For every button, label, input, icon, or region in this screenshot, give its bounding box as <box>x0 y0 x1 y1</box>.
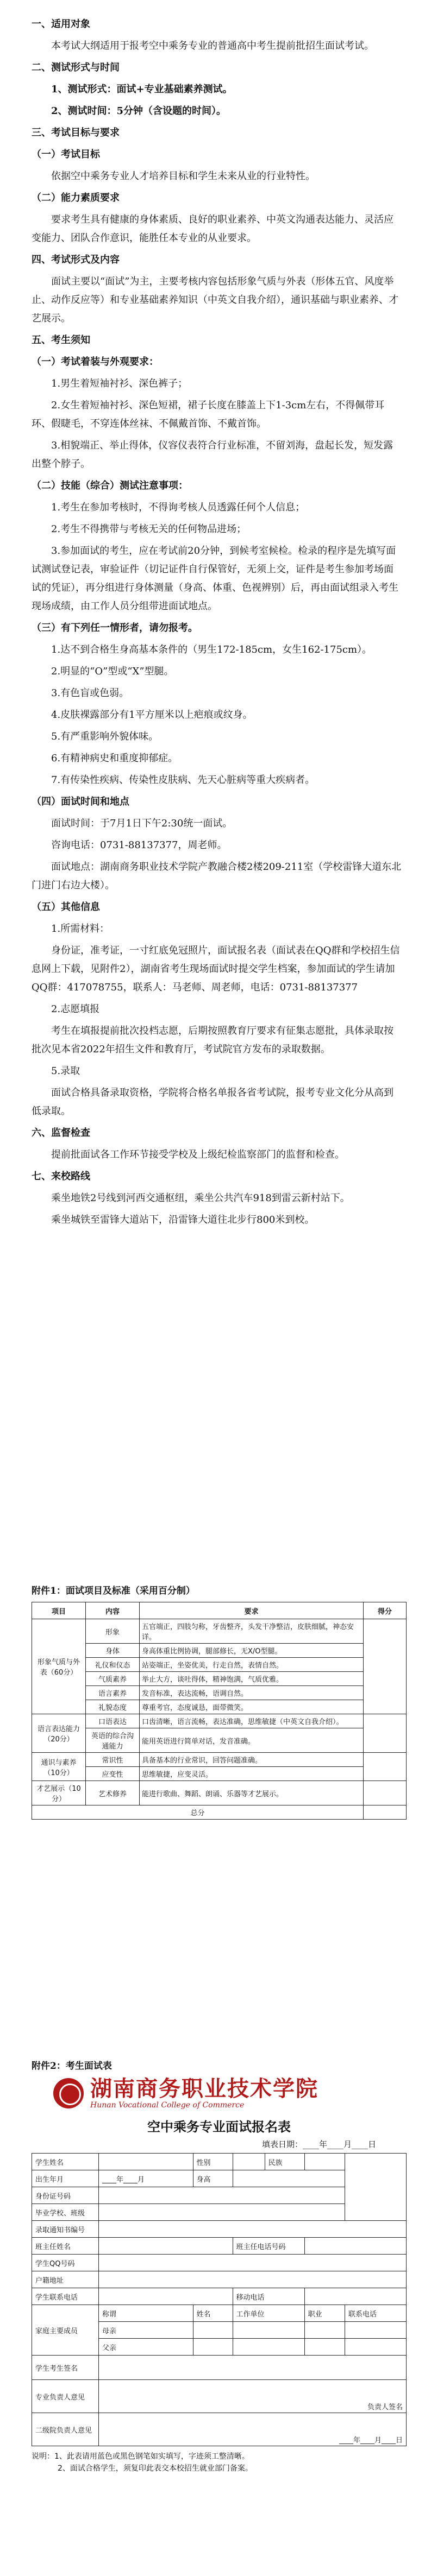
list-item: 2、测试时间：5分钟（含设题的时间）。 <box>51 105 227 117</box>
table-header: 项目 <box>32 1602 86 1619</box>
table-row <box>32 1686 407 1700</box>
paragraph: 3.相貌端正、举止得体，仪容仪表符合行业标准，不留刘海，盘起长发，短发露出整个脖子。 <box>32 440 393 470</box>
field-label: 联系电话 <box>345 2305 407 2322</box>
table-cell: 礼貌态度 <box>86 1700 140 1714</box>
section-title: 二、测试形式与时间 <box>32 62 120 73</box>
field-label: 班主任姓名 <box>32 2238 99 2255</box>
table-cell: 艺术修养 <box>86 1781 140 1805</box>
paragraph: 要求考生具有健康的身体素质、良好的职业素养、中英文沟通表达能力、灵活应变能力、团队合作意识，能胜任本专业的从业要求。 <box>32 214 393 244</box>
appendix-2 <box>32 2058 407 2474</box>
subsection-title: （二）能力素质要求 <box>32 192 120 204</box>
list-item: 1、测试形式：面试+专业基础素养测试。 <box>51 84 233 95</box>
section-title: 四、考试形式及内容 <box>32 254 120 266</box>
field-label: 专业负责人意见 <box>32 2380 99 2413</box>
student-sign-field[interactable] <box>99 2356 407 2380</box>
field-label: 移动电话 <box>233 2288 304 2305</box>
school-emblem-icon <box>53 2078 84 2108</box>
section-title: 一、适用对象 <box>32 18 90 30</box>
paragraph: 咨询电话：0731-88137377，周老师。 <box>51 839 227 851</box>
field-label: 工作单位 <box>233 2305 304 2322</box>
subsection-title: （一）考试目标 <box>32 149 100 160</box>
signature-label: 负责人签名 <box>367 2403 403 2411</box>
phone-field[interactable] <box>99 2288 233 2305</box>
subsection-title: （二）技能（综合）测试注意事项： <box>32 480 188 491</box>
mother-role-field[interactable] <box>304 2322 345 2339</box>
field-label: 户籍地址 <box>32 2271 99 2288</box>
field-label: 录取通知书编号 <box>32 2221 99 2238</box>
table-cell: 发音标准，表达流畅，语调自然。 <box>140 1686 364 1700</box>
paragraph: 3.有色盲或色弱。 <box>51 687 129 699</box>
section-title: 七、来校路线 <box>32 1171 90 1182</box>
score-table <box>32 1602 407 1820</box>
field-label: 母亲 <box>99 2322 193 2339</box>
table-cell: 尊重考官，态度诚恳，面带微笑。 <box>140 1700 364 1714</box>
ethnicity-field[interactable] <box>304 2154 345 2170</box>
paragraph: 乘坐地铁2号线到河西交通枢纽，乘坐公共汽车918到雷云新村站下。 <box>51 1192 350 1204</box>
paragraph: 面试地点：湖南商务职业技术学院产教融合楼2楼209-211室（学校雷锋大道东北门进门右边大楼）。 <box>32 861 402 891</box>
id-field[interactable] <box>99 2187 345 2204</box>
table-cell: 举止大方，谈吐得体，精神饱满，气质优雅。 <box>140 1672 364 1686</box>
appendix-1-title: 附件1：面试项目及标准（采用百分制） <box>32 1586 195 1596</box>
paragraph: 2.考生不得携带与考核无关的任何物品进场； <box>51 523 247 535</box>
table-header: 内容 <box>86 1602 140 1619</box>
score-cell[interactable] <box>364 1781 407 1805</box>
table-cell: 形象气质与外表（60分） <box>32 1619 86 1714</box>
form-date: 填表日期：____年____月____日 <box>261 2139 376 2149</box>
address-field[interactable] <box>99 2271 407 2288</box>
table-row <box>32 1767 407 1781</box>
father-role-field[interactable] <box>304 2339 345 2356</box>
section-title: 五、考生须知 <box>32 334 90 346</box>
paragraph: 1.所需材料： <box>51 923 110 935</box>
table-row <box>32 1672 407 1686</box>
table-cell: 口齿清晰，语言流畅，表达准确，思维敏捷（中英文自我介绍）。 <box>140 1714 364 1728</box>
paragraph: 2.明显的“O”型或“X”型腿。 <box>51 666 174 677</box>
gender-field[interactable] <box>233 2154 265 2170</box>
table-row <box>32 1714 407 1728</box>
birth-field[interactable]: ____年____月 <box>99 2170 193 2187</box>
table-cell: 才艺展示（10分） <box>32 1781 86 1805</box>
father-work-field[interactable] <box>233 2339 304 2356</box>
opinion-field[interactable] <box>99 2380 407 2413</box>
table-cell: 通识与素养（10分） <box>32 1753 86 1781</box>
form-title: 空中乘务专业面试报名表 <box>147 2119 291 2135</box>
paragraph: 提前批面试各工作环节接受学校及上级纪检监察部门的监督和检查。 <box>51 1149 345 1160</box>
table-cell: 具备基本的行业常识，回答问题准确。 <box>140 1753 364 1767</box>
field-label: 称谓 <box>99 2305 193 2322</box>
subsection-title: （一）考试着装与外观要求： <box>32 356 159 368</box>
paragraph: 4.皮肤裸露部分有1平方厘米以上疤痕或纹身。 <box>51 709 253 721</box>
total-label: 总分 <box>32 1805 364 1820</box>
paragraph: 身份证，准考证，一寸红底免冠照片，面试报名表（面试表在QQ群和学校招生信息网上下载，见附件2），湖南省考生现场面试时提交学生档案，参加面试的学生请加QQ群：417078755，联系人：马老师、周老师，电话：0731-88137377 <box>32 945 400 993</box>
table-row <box>32 1700 407 1714</box>
table-header: 得分 <box>364 1602 407 1619</box>
exam-no-field[interactable] <box>99 2221 407 2238</box>
table-cell: 五官端正，四肢匀称，牙齿整齐，头发干净整洁，皮肤细腻，神态安详。 <box>140 1619 364 1644</box>
paragraph: 5.录取 <box>51 1065 80 1077</box>
appendix-1 <box>32 1583 407 1820</box>
table-cell: 英语的综合沟通能力 <box>86 1728 140 1753</box>
field-label: 出生年月 <box>32 2170 99 2187</box>
note: 说明：1、此表请用蓝色或黑色钢笔如实填写，字迹须工整清晰。 <box>32 2452 249 2461</box>
paragraph: 考生在填报提前批次投档志愿，后期按照教育厅要求有征集志愿批，具体录取按批次见本省2022年招生文件和教育厅，考试院官方发布的录取数据。 <box>32 1025 393 1055</box>
table-cell: 思维敏捷，应变灵活。 <box>140 1767 364 1781</box>
score-cell[interactable] <box>364 1753 407 1781</box>
table-cell: 气质素养 <box>86 1672 140 1686</box>
father-phone-field[interactable] <box>345 2339 407 2356</box>
table-cell: 能进行歌曲、舞蹈、朗诵、乐器等才艺展示。 <box>140 1781 364 1805</box>
qq-field[interactable] <box>99 2255 407 2271</box>
opinion2-field[interactable] <box>99 2413 407 2446</box>
mother-phone-field[interactable] <box>345 2322 407 2339</box>
field-label: 姓名 <box>193 2305 233 2322</box>
mother-name-field[interactable] <box>193 2322 233 2339</box>
paragraph: 5.有严重影响外貌体味。 <box>51 731 159 742</box>
section-title: 六、监督检查 <box>32 1127 90 1139</box>
teacher-field[interactable] <box>99 2238 233 2255</box>
field-label: 学生QQ号码 <box>32 2255 99 2271</box>
paragraph: 2.女生着短袖衬衫、深色短裙，裙子长度在膝盖上下1-3cm左右，不得佩带耳环、假睫毛，不穿连体丝袜、不佩戴首饰、不戴首饰。 <box>32 400 385 430</box>
paragraph: 面试时间：于7月1日下午2:30统一面试。 <box>51 818 233 829</box>
table-header: 要求 <box>140 1602 364 1619</box>
field-label: 毕业学校、班级 <box>32 2204 99 2221</box>
subsection-title: （四）面试时间和地点 <box>32 796 129 807</box>
name-field[interactable] <box>99 2154 193 2170</box>
field-label: 身高 <box>193 2170 233 2187</box>
subsection-title: （三）有下列任一情形者，请勿报考。 <box>32 622 198 634</box>
table-cell: 语言素养 <box>86 1686 140 1700</box>
application-form <box>32 2153 407 2446</box>
table-cell: 应变性 <box>86 1767 140 1781</box>
paragraph: 乘坐城铁至雷锋大道站下，沿雷锋大道往北步行800米到校。 <box>51 1214 315 1226</box>
mobile-field[interactable] <box>304 2288 406 2305</box>
table-row <box>32 1619 407 1644</box>
school-field[interactable] <box>99 2204 345 2221</box>
paragraph: 本考试大纲适用于报考空中乘务专业的普通高中考生提前批招生面试考试。 <box>51 40 374 52</box>
school-name: 湖南商务职业技术学院 <box>90 2076 318 2101</box>
paragraph: 7.有传染性疾病、传染性皮肤病、先天心脏病等重大疾病者。 <box>51 774 315 786</box>
field-label: 民族 <box>265 2154 304 2170</box>
subsection-title: （五）其他信息 <box>32 901 100 913</box>
father-name-field[interactable] <box>193 2339 233 2356</box>
section-title: 三、考试目标与要求 <box>32 127 120 138</box>
score-cell[interactable] <box>364 1619 407 1714</box>
exam-outline-text <box>32 15 403 1233</box>
date-label: ____年____月____日 <box>339 2436 403 2445</box>
field-label: 学生姓名 <box>32 2154 99 2170</box>
photo-box[interactable] <box>345 2154 407 2221</box>
field-label: 班主任电话号码 <box>233 2238 304 2255</box>
table-cell: 能用英语进行简单对话，发音准确。 <box>140 1728 364 1753</box>
table-cell: 语言表达能力（20分） <box>32 1714 86 1753</box>
paragraph: 3.参加面试的考生，应在考试前20分钟，到候考室候检。检录的程序是先填写面试测试登记表，审验证件（切记证件自行保管好，无须上交，证件是考生参加考场面试的凭证），再分组进行身体测量（身高、体重、色视辨别）后，再由面试组录入考生现场成绩，由工作人员分组带进面试地点。 <box>32 545 398 612</box>
table-row <box>32 1728 407 1753</box>
table-cell: 礼仪和仪态 <box>86 1658 140 1672</box>
paragraph: 1.考生在参加考核时，不得询考核人员透露任何个人信息； <box>51 502 305 513</box>
table-row <box>32 1805 407 1820</box>
appendix-2-title: 附件2：考生面试表 <box>32 2061 112 2072</box>
total-score-cell[interactable] <box>364 1805 407 1820</box>
table-row <box>32 1658 407 1672</box>
table-cell: 身高体重比例协调，腿部修长，无X/O型腿。 <box>140 1644 364 1658</box>
paragraph: 1.达不到合格生身高基本条件的（男生172-185cm，女生162-175cm）。 <box>51 644 372 655</box>
table-cell: 常识性 <box>86 1753 140 1767</box>
table-cell: 形象 <box>86 1619 140 1644</box>
table-row <box>32 1644 407 1658</box>
form-notes <box>32 2451 407 2474</box>
note: 2、面试合格学生，须复印此表交本校招生就业部门备案。 <box>58 2464 253 2473</box>
field-label: 学生考生签名 <box>32 2356 99 2380</box>
mother-work-field[interactable] <box>233 2322 304 2339</box>
paragraph: 依据空中乘务专业人才培养目标和学生未来从业的行业特性。 <box>51 171 315 182</box>
field-label: 身份证号码 <box>32 2187 99 2204</box>
paragraph: 面试主要以“面试”为主，主要考核内容包括形象气质与外表（形体五官、风度举止、动作反应等）和专业基础素养知识（中英文自我介绍），通识基础与职业素养、才艺展示。 <box>32 276 398 324</box>
field-label: 性别 <box>193 2154 233 2170</box>
table-row <box>32 1753 407 1767</box>
school-logo <box>53 2077 407 2110</box>
field-label: 职业 <box>304 2305 345 2322</box>
field-label: 家庭主要成员 <box>32 2305 99 2356</box>
teacher-phone-field[interactable] <box>304 2238 406 2255</box>
paragraph: 6.有精神病史和重度抑郁症。 <box>51 753 178 764</box>
table-cell: 身体 <box>86 1644 140 1658</box>
field-label: 父亲 <box>99 2339 193 2356</box>
field-label: 学生联系电话 <box>32 2288 99 2305</box>
table-cell: 口语表达 <box>86 1714 140 1728</box>
height-field[interactable] <box>233 2170 345 2187</box>
table-cell: 站姿端正，坐姿优美，行走自然，表情自然。 <box>140 1658 364 1672</box>
field-label: 二级院负责人意见 <box>32 2413 99 2446</box>
table-row <box>32 1781 407 1805</box>
paragraph: 面试合格具备录取资格，学院将合格名单报各省考试院，报考专业文化分从高到低录取。 <box>32 1087 393 1117</box>
paragraph: 2.志愿填报 <box>51 1003 100 1015</box>
score-cell[interactable] <box>364 1714 407 1753</box>
paragraph: 1.男生着短袖衬衫、深色裤子； <box>51 378 188 389</box>
school-name-en: Hunan Vocational College of Commerce <box>90 2101 245 2110</box>
